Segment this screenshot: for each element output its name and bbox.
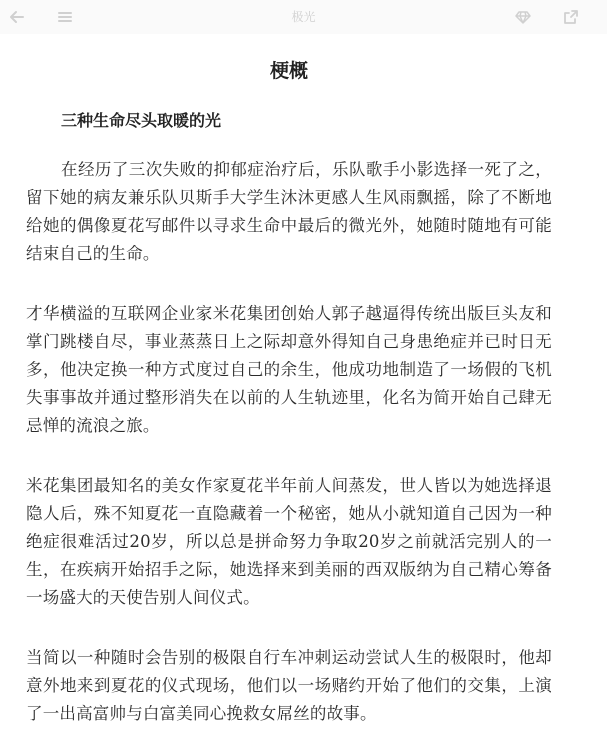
paragraph-2: 才华横溢的互联网企业家米花集团创始人郭子越逼得传统出版巨头友和掌门跳楼自尽，事业蒸蒸日上之际却意外得知自己身患绝症并已时日无多，他决定换一种方式度过自己的余生，他成功地制造了一场假的飞机失事事故并通过整形消失在以前的人生轨迹里，化名为简开始自己肆无忌惮的流浪之旅。 xyxy=(26,304,552,435)
paragraph-4: 当简以一种随时会告别的极限自行车冲刺运动尝试人生的极限时，他却意外地来到夏花的仪式现场，他们以一场赌约开始了他们的交集，上演了一出高富帅与白富美同心挽救女屌丝的故事。 xyxy=(26,648,552,723)
diamond-icon[interactable] xyxy=(515,9,531,25)
paragraph-1: 在经历了三次失败的抑郁症治疗后，乐队歌手小影选择一死了之，留下她的病友兼乐队贝斯手大学生沐沐更感人生风雨飘摇，除了不断地给她的偶像夏花写邮件以寻求生命中最后的微光外，她随时随地有可能结束自己的生命。 xyxy=(26,160,552,263)
share-icon[interactable] xyxy=(563,9,579,25)
article-content xyxy=(26,54,552,741)
chapter-title: 梗概 xyxy=(269,60,308,82)
section-subtitle: 三种生命尽头取暖的光 xyxy=(61,111,222,130)
top-toolbar xyxy=(0,0,607,34)
app-title: 极光 xyxy=(291,10,316,24)
paragraph-3: 米花集团最知名的美女作家夏花半年前人间蒸发，世人皆以为她选择退隐人后，殊不知夏花一直隐藏着一个秘密，她从小就知道自己因为一种绝症很难活过20岁，所以总是拼命努力争取20岁之前就活完别人的一生，在疾病开始招手之际，她选择来到美丽的西双版纳为自己精心筹备一场盛大的天使告别人间仪式。 xyxy=(26,476,552,607)
